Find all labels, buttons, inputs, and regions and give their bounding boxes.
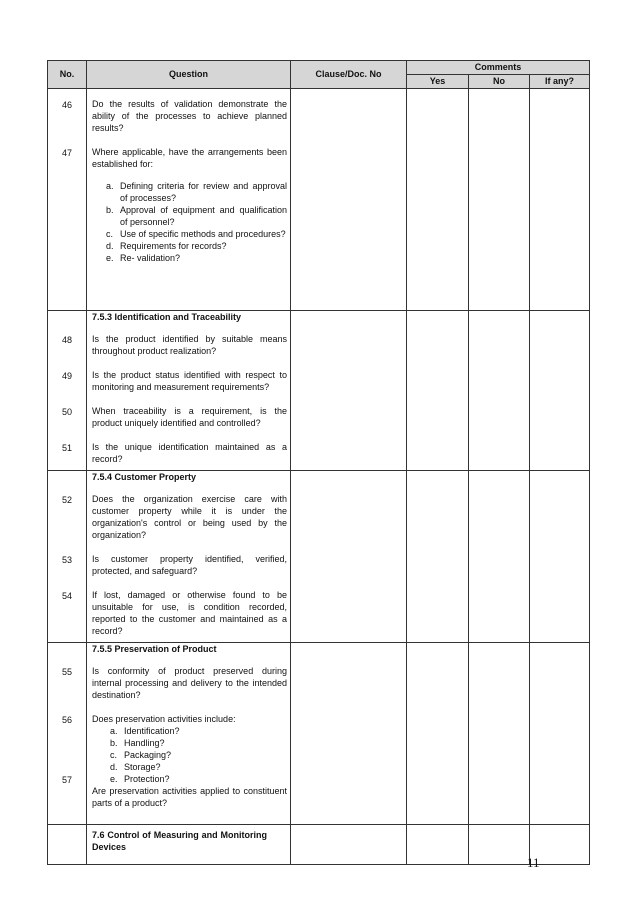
clause-cell[interactable]: [291, 825, 407, 865]
list-item: a. Defining criteria for review and approval of processes?: [106, 181, 287, 203]
table-row: [48, 471, 590, 643]
comment-cell[interactable]: [530, 311, 590, 471]
table-row: [48, 311, 590, 471]
audit-checklist-table: [47, 60, 590, 865]
question-number: 54: [61, 591, 72, 601]
yes-cell[interactable]: [407, 643, 469, 825]
clause-cell[interactable]: [291, 643, 407, 825]
number-cell: [48, 643, 87, 825]
no-cell[interactable]: [469, 825, 530, 865]
question-text: Does preservation activities include:: [92, 714, 236, 724]
header-clause: Clause/Doc. No: [291, 61, 407, 89]
question-number: 48: [61, 335, 72, 345]
question-cell: [87, 471, 291, 643]
header-if-any: If any?: [530, 75, 590, 89]
list-item: b. Handling?: [110, 738, 165, 748]
header-comments: Comments: [407, 61, 590, 75]
question-number: 50: [61, 407, 72, 417]
question-cell: [87, 825, 291, 865]
question-text: When traceability is a requirement, is the product uniquely identified and controlled?: [92, 406, 287, 428]
question-text: Is the product status identified with respect to monitoring and measurement requirements?: [92, 370, 287, 392]
section-heading: 7.5.4 Customer Property: [92, 472, 197, 482]
question-number: 53: [61, 555, 72, 565]
comment-cell[interactable]: [530, 471, 590, 643]
yes-cell[interactable]: [407, 471, 469, 643]
list-item: b. Approval of equipment and qualification of personnel?: [106, 205, 287, 227]
question-number: 51: [61, 443, 72, 453]
yes-cell[interactable]: [407, 311, 469, 471]
question-number: 55: [61, 667, 72, 677]
list-item: e. Re- validation?: [106, 253, 181, 263]
question-number: 52: [61, 495, 72, 505]
header-yes: Yes: [407, 75, 469, 89]
clause-cell[interactable]: [291, 89, 407, 311]
question-number: 57: [61, 775, 72, 785]
header-question: Question: [87, 61, 291, 89]
page-number: 11: [527, 855, 540, 870]
question-text: Are preservation activities applied to constituent parts of a product?: [92, 786, 287, 808]
question-cell: [87, 311, 291, 471]
number-cell: [48, 89, 87, 311]
question-text: Is the unique identification maintained as a record?: [92, 442, 287, 464]
no-cell[interactable]: [469, 471, 530, 643]
clause-cell[interactable]: [291, 311, 407, 471]
question-number: 46: [61, 100, 72, 110]
question-text: Is the product identified by suitable means throughout product realization?: [92, 334, 287, 356]
no-cell[interactable]: [469, 89, 530, 311]
header-no-col: No: [469, 75, 530, 89]
section-heading: 7.6 Control of Measuring and Monitoring Devices: [92, 830, 267, 852]
list-item: a. Identification?: [110, 726, 180, 736]
list-item: e. Protection?: [110, 774, 170, 784]
yes-cell[interactable]: [407, 89, 469, 311]
number-cell: [48, 825, 87, 865]
question-text: Is customer property identified, verified, protected, and safeguard?: [92, 554, 287, 576]
table-row: [48, 825, 590, 865]
clause-cell[interactable]: [291, 471, 407, 643]
header-no: No.: [48, 61, 87, 89]
section-heading: 7.5.3 Identification and Traceability: [92, 312, 242, 322]
question-text: If lost, damaged or otherwise found to be unsuitable for use, is condition recorded, reported to the customer and maintained as a record?: [92, 590, 287, 636]
table-row: [48, 89, 590, 311]
question-number: 47: [61, 148, 72, 158]
question-text: Where applicable, have the arrangements been established for:: [92, 147, 287, 169]
question-number: 49: [61, 371, 72, 381]
question-text: Does the organization exercise care with customer property while it is under the organization's control or being used by the organization?: [92, 494, 287, 540]
yes-cell[interactable]: [407, 825, 469, 865]
list-item: d. Storage?: [110, 762, 161, 772]
list-item: d. Requirements for records?: [106, 241, 227, 251]
question-text: Is conformity of product preserved during internal processing and delivery to the intended destination?: [92, 666, 287, 700]
no-cell[interactable]: [469, 311, 530, 471]
comment-cell[interactable]: [530, 643, 590, 825]
number-cell: [48, 311, 87, 471]
question-text: Do the results of validation demonstrate the ability of the processes to achieve planned results?: [92, 99, 287, 133]
sub-item-list: [92, 725, 287, 785]
comment-cell[interactable]: [530, 89, 590, 311]
list-item: c. Use of specific methods and procedures?: [106, 229, 286, 239]
sub-item-list: [92, 180, 287, 264]
list-item: c. Packaging?: [110, 750, 172, 760]
question-cell: [87, 643, 291, 825]
number-cell: [48, 471, 87, 643]
table-row: [48, 643, 590, 825]
no-cell[interactable]: [469, 643, 530, 825]
question-number: 56: [61, 715, 72, 725]
question-cell: [87, 89, 291, 311]
section-heading: 7.5.5 Preservation of Product: [92, 644, 217, 654]
